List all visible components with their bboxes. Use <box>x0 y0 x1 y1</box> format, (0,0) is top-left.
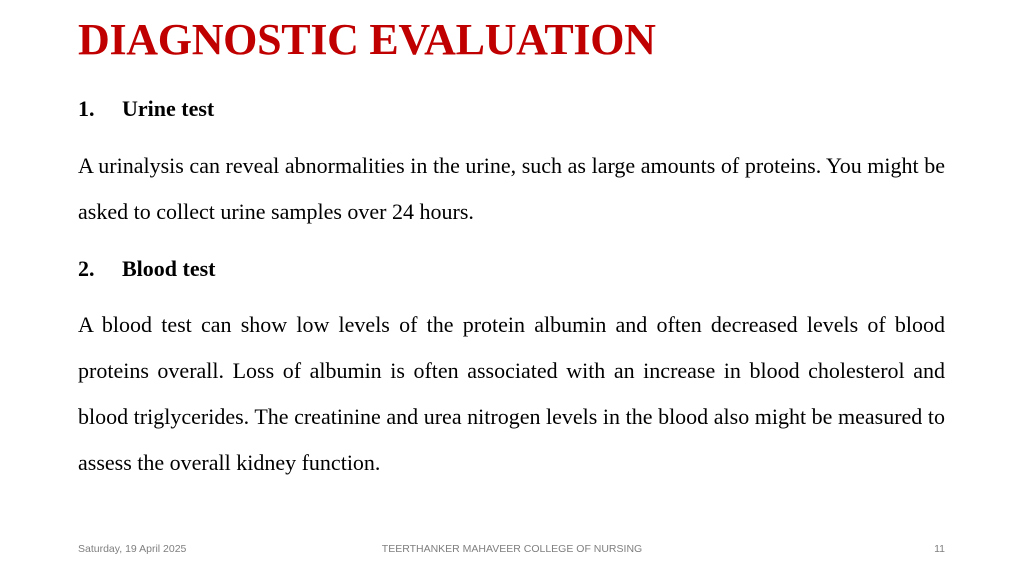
section-body-urine-test: A urinalysis can reveal abnormalities in the urine, such as large amounts of proteins. You might be asked to collect urine samples over 24 hours. <box>78 153 945 224</box>
footer-institution: TEERTHANKER MAHAVEER COLLEGE OF NURSING <box>381 543 643 555</box>
footer-date: Saturday, 19 April 2025 <box>78 543 187 555</box>
footer-page-number: 11 <box>934 543 945 555</box>
slide-title: DIAGNOSTIC EVALUATION <box>78 15 656 64</box>
section-body-blood-test: A blood test can show low levels of the protein albumin and often decreased levels of blood proteins overall. Loss of albumin is often associated with an increase in blood cholesterol and blood triglycerides. The creatinine and urea nitrogen levels in the blood also might be measured to assess the overall kidney function. <box>78 312 945 475</box>
section-heading-label: Blood test <box>122 256 216 281</box>
section-number: 2. <box>78 256 95 281</box>
section-heading-label: Urine test <box>122 96 215 121</box>
section-heading-blood-test <box>78 255 216 283</box>
section-number: 1. <box>78 96 95 121</box>
section-heading-urine-test <box>78 95 214 123</box>
